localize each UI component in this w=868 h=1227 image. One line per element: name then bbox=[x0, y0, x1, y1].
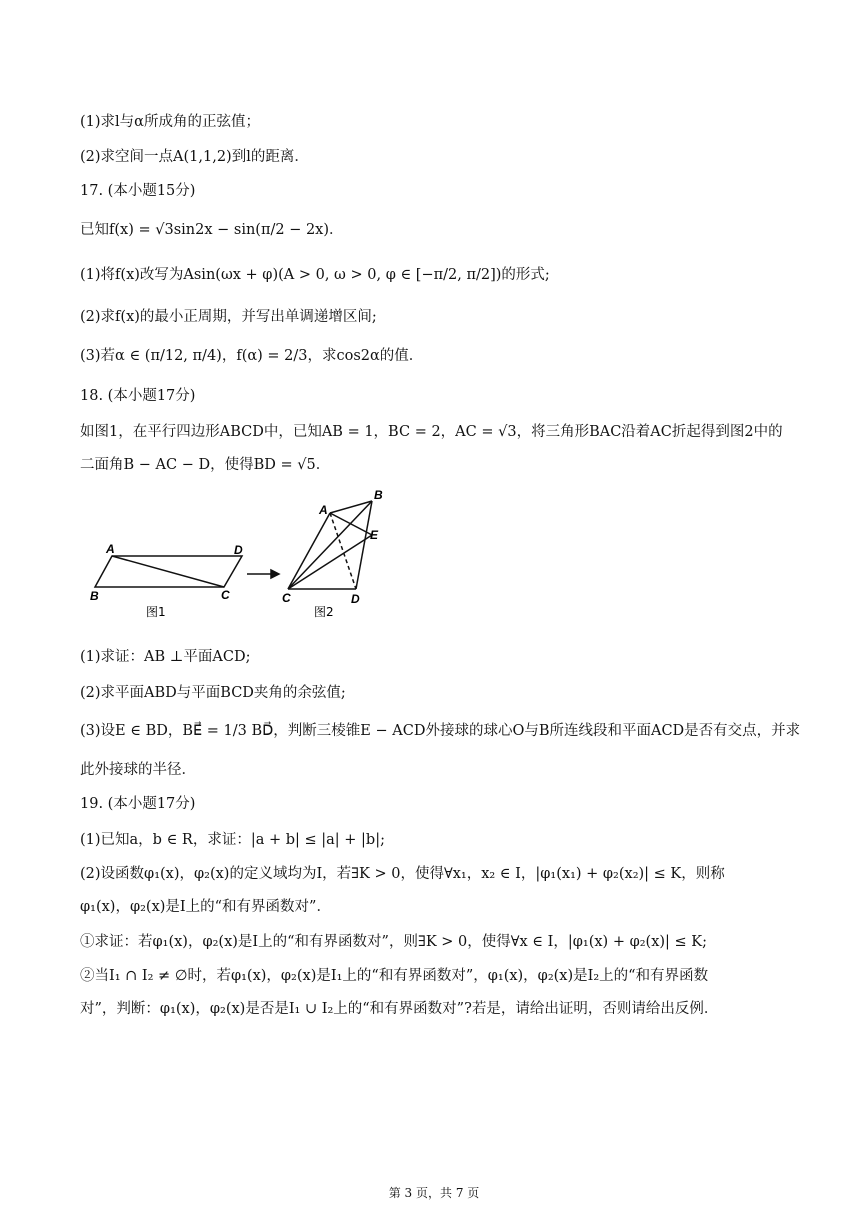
fig2-label-a: A bbox=[319, 503, 328, 517]
diagonal-ac bbox=[112, 556, 224, 587]
line-11: (1)求证：AB ⊥平面ACD; bbox=[80, 649, 251, 665]
fig1-label-c: C bbox=[221, 588, 230, 602]
line-14: 此外接球的半径． bbox=[80, 762, 196, 778]
fig1-label-d: D bbox=[234, 543, 243, 557]
line-6: (2)求f(x)的最小正周期，并写出单调递增区间; bbox=[80, 309, 377, 325]
line-2: (2)求空间一点A(1,1,2)到l的距离． bbox=[80, 149, 309, 165]
figure-1 bbox=[95, 556, 242, 587]
fig2-label-b: B bbox=[374, 488, 383, 502]
arrow-icon bbox=[247, 570, 279, 578]
fig1-label-b: B bbox=[90, 589, 99, 603]
line-12: (2)求平面ABD与平面BCD夹角的余弦值; bbox=[80, 685, 346, 701]
geometry-figure bbox=[80, 483, 410, 623]
problem-18-heading: 18. (本小题17分) bbox=[80, 388, 196, 404]
line-4: 已知f(x) = √3sin2x − sin(π/2 − 2x)． bbox=[80, 222, 344, 238]
line-9: 如图1，在平行四边形ABCD中，已知AB = 1，BC = 2，AC = √3，将三角形BAC沿着AC折起得到图2中的 bbox=[80, 424, 783, 440]
fig2-label-e: E bbox=[370, 528, 379, 542]
line-18: φ₁(x)，φ₂(x)是I上的“和有界函数对”． bbox=[80, 899, 331, 915]
fig2-label-d: D bbox=[351, 592, 360, 606]
line-1: (1)求l与α所成角的正弦值； bbox=[80, 114, 260, 130]
figure-2 bbox=[288, 501, 372, 589]
line-20: ②当I₁ ∩ I₂ ≠ ∅时，若φ₁(x)，φ₂(x)是I₁上的“和有界函数对”，φ₁(x)，φ₂(x)是I₂上的“和有界函数 bbox=[80, 968, 709, 984]
line-5: (1)将f(x)改写为Asin(ωx + φ)(A > 0, ω > 0, φ ∈ [−π/2, π/2])的形式; bbox=[80, 267, 550, 283]
line-17: (2)设函数φ₁(x)，φ₂(x)的定义域均为I，若∃K > 0，使得∀x₁，x₂ ∈ I，|φ₁(x₁) + φ₂(x₂)| ≤ K，则称 bbox=[80, 866, 725, 882]
fig1-label-a: A bbox=[106, 542, 115, 556]
page-footer: 第 3 页，共 7 页 bbox=[388, 1186, 480, 1200]
line-13: (3)设E ∈ BD，BE⃗ = 1/3 BD⃗，判断三棱锥E − ACD外接球的球心O与B所连线段和平面ACD是否有交点，并求 bbox=[80, 723, 801, 739]
line-19: ①求证：若φ₁(x)，φ₂(x)是I上的“和有界函数对”，则∃K > 0，使得∀x ∈ I，|φ₁(x) + φ₂(x)| ≤ K; bbox=[80, 934, 708, 950]
problem-17-heading: 17. (本小题15分) bbox=[80, 183, 196, 199]
line-16: (1)已知a，b ∈ R，求证：|a + b| ≤ |a| + |b|; bbox=[80, 832, 385, 848]
fig2-label-c: C bbox=[282, 591, 291, 605]
problem-19-heading: 19. (本小题17分) bbox=[80, 796, 196, 812]
line-21: 对”，判断：φ₁(x)，φ₂(x)是否是I₁ ∪ I₂上的“和有界函数对”?若是，请给出证明，否则请给出反例． bbox=[80, 1001, 719, 1017]
line-7: (3)若α ∈ (π/12, π/4)，f(α) = 2/3，求cos2α的值． bbox=[80, 348, 424, 364]
line-10: 二面角B − AC − D，使得BD = √5． bbox=[80, 457, 331, 473]
fig2-caption: 图2 bbox=[314, 605, 334, 619]
fig1-caption: 图1 bbox=[146, 605, 166, 619]
